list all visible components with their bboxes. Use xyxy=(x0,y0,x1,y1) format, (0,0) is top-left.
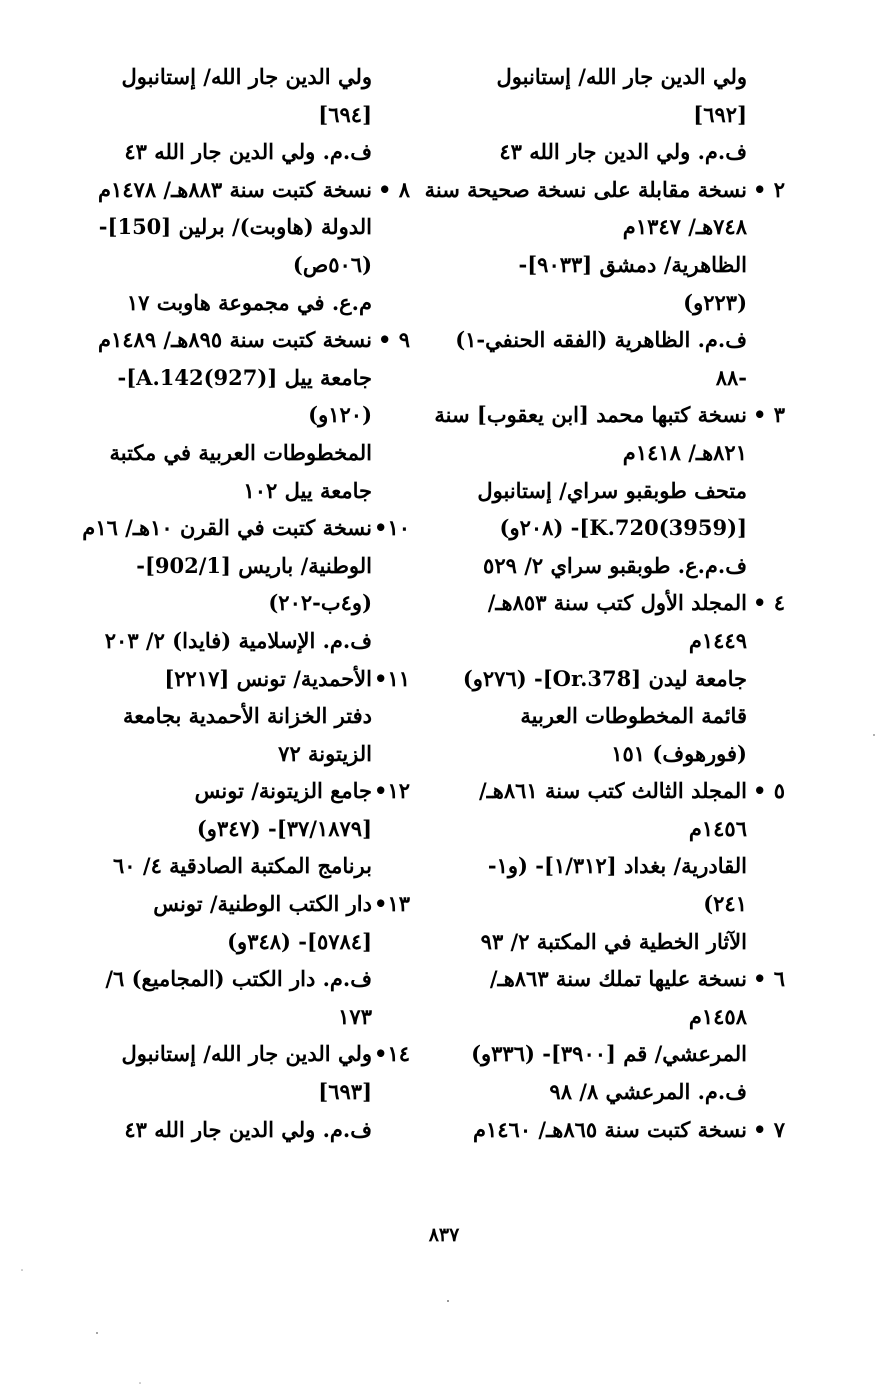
line-text: برنامج المكتبة الصادقية ٤/ ٦٠ xyxy=(113,853,372,879)
line-text: الآثار الخطية في المكتبة ٢/ ٩٣ xyxy=(480,928,747,954)
line-text: ف.م. ولي الدين جار الله ٤٣ xyxy=(124,1116,372,1142)
line-text: نسخة كتبها محمد [ابن يعقوب] سنة xyxy=(434,402,747,428)
entry-number: ٢ • xyxy=(752,176,785,202)
line-text: ف.م. ولي الدين جار الله ٤٣ xyxy=(124,139,372,165)
line-text: المخطوطات العربية في مكتبة xyxy=(109,439,372,465)
line-text: جامعة ييل ١٠٢ xyxy=(243,477,372,503)
line-text: (و٤ب-٢٠٢) xyxy=(268,590,372,616)
line-text: المرعشي/ قم [٣٩٠٠]- (٣٣٦و) xyxy=(471,1041,747,1067)
entry-number: ٣ • xyxy=(752,402,785,428)
line-text: القادرية/ بغداد [١/٣١٢]- (و١- xyxy=(487,853,747,879)
page-number: ٨٣٧ xyxy=(428,1224,460,1246)
entry-number: ١٣• xyxy=(374,891,410,917)
line-text: ١٧٣ xyxy=(338,1003,372,1029)
line-text: جامعة ليدن [Or.378]- (٢٧٦و) xyxy=(462,665,747,691)
line-text: نسخة مقابلة على نسخة صحيحة سنة xyxy=(424,176,747,202)
line-text: (فورهوف) ١٥١ xyxy=(611,740,747,766)
line-text: -٨٨ xyxy=(715,364,747,390)
line-text: [٦٩٢] xyxy=(693,101,747,127)
line-text: م.ع. في مجموعة هاوبت ١٧ xyxy=(126,289,372,315)
line-text: [٣٧/١٨٧٩]- (٣٤٧و) xyxy=(196,815,372,841)
line-text: ١٤٥٦م xyxy=(688,815,747,841)
line-text: [٦٩٤] xyxy=(318,101,372,127)
entry-number: ٤ • xyxy=(752,590,785,616)
entry-number: ٩ • xyxy=(377,327,410,353)
line-text: المجلد الأول كتب سنة ٨٥٣هـ/ xyxy=(487,590,747,616)
line-text: الأحمدية/ تونس [٢٢١٧] xyxy=(164,665,372,691)
line-text: الدولة (هاوبت)/ برلين [150]- xyxy=(98,214,372,240)
line-text: الوطنية/ باريس [902/1]- xyxy=(136,552,372,578)
line-text: ولي الدين جار الله/ إستانبول xyxy=(121,1041,372,1067)
line-text: [٥٧٨٤]- (٣٤٨و) xyxy=(227,928,372,954)
line-text: (٥٠٦ص) xyxy=(292,251,372,277)
line-text: جامع الزيتونة/ تونس xyxy=(194,778,372,804)
line-text: الظاهرية/ دمشق [٩٠٣٣]- xyxy=(518,251,747,277)
entry-number: ٨ • xyxy=(377,176,410,202)
entry-number: ١٢• xyxy=(374,778,410,804)
line-text: ١٤٥٨م xyxy=(688,1003,747,1029)
line-text: ٧٤٨هـ/ ١٣٤٧م xyxy=(622,214,747,240)
line-text: (١٢٠و) xyxy=(308,402,372,428)
line-text: ٢٤١) xyxy=(703,891,747,917)
line-text: ف.م. المرعشي ٨/ ٩٨ xyxy=(549,1079,747,1105)
line-text: الزيتونة ٧٢ xyxy=(278,740,372,766)
line-text: نسخة عليها تملك سنة ٨٦٣هـ/ xyxy=(489,966,747,992)
line-text: دار الكتب الوطنية/ تونس xyxy=(153,891,372,917)
line-text: [K.720(3959)]- (٢٠٨و) xyxy=(499,515,747,541)
line-text: ف.م. دار الكتب (المجاميع) ٦/ xyxy=(105,966,372,992)
entry-number: ٦ • xyxy=(752,966,785,992)
entry-number: ١١• xyxy=(374,665,410,691)
line-text: دفتر الخزانة الأحمدية بجامعة xyxy=(122,703,372,729)
entry-number: ١٠• xyxy=(374,515,410,541)
line-text: ف.م. الظاهرية (الفقه الحنفي-١) xyxy=(455,327,747,353)
line-text: ف.م. ولي الدين جار الله ٤٣ xyxy=(499,139,747,165)
line-text: جامعة ييل [A.142(927)]- xyxy=(117,364,372,390)
line-text: نسخة كتبت سنة ٨٦٥هـ/ ١٤٦٠م xyxy=(472,1116,747,1142)
line-text: نسخة كتبت في القرن ١٠هـ/ ١٦م xyxy=(82,515,372,541)
line-text: نسخة كتبت سنة ٨٨٣هـ/ ١٤٧٨م xyxy=(97,176,372,202)
line-text: قائمة المخطوطات العربية xyxy=(520,703,747,729)
line-text: [٦٩٣] xyxy=(318,1079,372,1105)
entry-number: ٥ • xyxy=(752,778,785,804)
line-text: المجلد الثالث كتب سنة ٨٦١هـ/ xyxy=(478,778,747,804)
entry-number: ٧ • xyxy=(752,1116,785,1142)
line-text: ولي الدين جار الله/ إستانبول xyxy=(121,64,372,89)
line-text: ف.م.ع. طوبقبو سراي ٢/ ٥٢٩ xyxy=(483,552,747,578)
line-text: ف.م. الإسلامية (فايدا) ٢/ ٢٠٣ xyxy=(104,627,372,653)
line-text: متحف طوبقبو سراي/ إستانبول xyxy=(477,477,747,503)
entry-number: ١٤• xyxy=(374,1041,410,1067)
line-text: ٨٢١هـ/ ١٤١٨م xyxy=(622,439,747,465)
line-text: (٢٢٣و) xyxy=(683,289,747,315)
line-text: نسخة كتبت سنة ٨٩٥هـ/ ١٤٨٩م xyxy=(97,327,372,353)
line-text: ولي الدين جار الله/ إستانبول xyxy=(496,64,747,89)
line-text: ١٤٤٩م xyxy=(688,627,747,653)
